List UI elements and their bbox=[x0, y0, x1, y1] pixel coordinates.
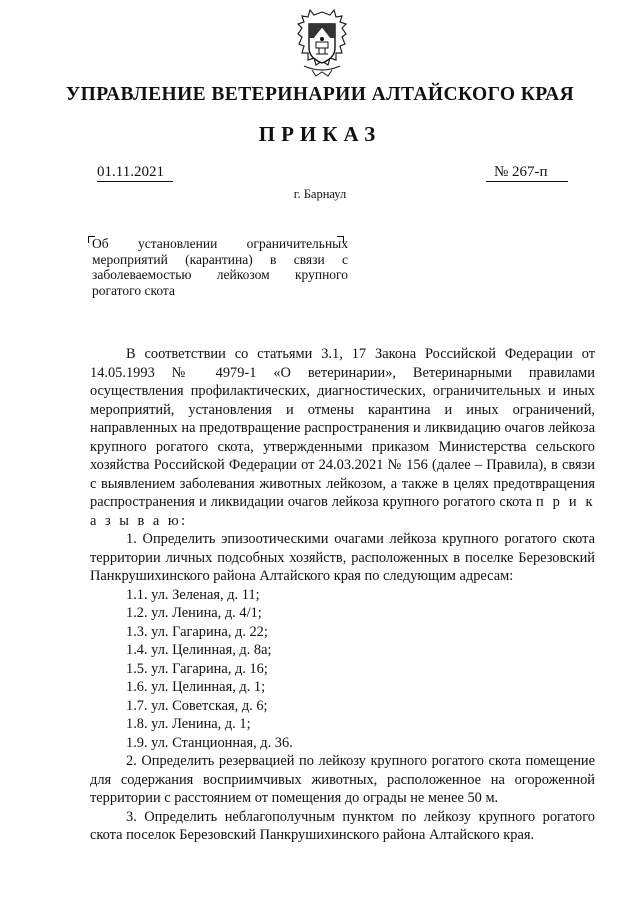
address-item: 1.9. ул. Станционная, д. 36. bbox=[126, 734, 293, 751]
address-item: 1.5. ул. Гагарина, д. 16; bbox=[126, 660, 268, 677]
order-word: п р и к а з ы в а ю: bbox=[90, 494, 595, 529]
document-number: № 267-п bbox=[486, 163, 568, 182]
address-item: 1.8. ул. Ленина, д. 1; bbox=[126, 716, 251, 732]
document-body bbox=[90, 345, 595, 845]
preamble-text: В соответствии со статьями 3.1, 17 Закона Российской Федерации от 14.05.1993 № 4979-1 «О ветеринарии», Ветеринарными правилами осуществления профилактических, диагностических, ограничительных и иных мероприятий, установления и отмены карантина и иных ограничений, направленных на предотвращение распространения и ликвидацию очагов лейкоза крупного рогатого скота, утвержденными приказом Министерства сельского хозяйства Российской Федерации от 24.03.2021 № 156 (далее – Правила), в связи с выявлением заболевания животных лейкозом, а также в целях предотвращения распространения и ликвидации очагов лейкоза крупного рогатого скота bbox=[90, 346, 595, 510]
organization-title: УПРАВЛЕНИЕ ВЕТЕРИНАРИИ АЛТАЙСКОГО КРАЯ bbox=[65, 84, 575, 105]
item-1: 1. Определить эпизоотическими очагами лейкоза крупного рогатого скота территории личных подсобных хозяйств, расположенных в поселке Березовский Панкрушихинского района Алтайского края по следующим адресам: bbox=[90, 531, 595, 584]
item-2: 2. Определить резервацией по лейкозу крупного рогатого скота помещение для содержания восприимчивых животных, расположенное на огороженной территории с расстоянием от помещения до ограды не менее 50 м. bbox=[90, 753, 595, 806]
item-3: 3. Определить неблагополучным пунктом по лейкозу крупного рогатого скота поселок Березовский Панкрушихинского района Алтайского края. bbox=[90, 808, 595, 843]
document-subject: Об установлении ограничительных мероприятий (карантина) в связи с заболеваемостью лейкозом крупного рогатого скота bbox=[92, 236, 348, 298]
document-date: 01.11.2021 bbox=[97, 163, 173, 182]
preamble-paragraph bbox=[90, 345, 595, 530]
coat-of-arms-icon bbox=[292, 8, 352, 80]
address-item: 1.7. ул. Советская, д. 6; bbox=[126, 697, 268, 714]
address-item: 1.4. ул. Целинная, д. 8а; bbox=[126, 642, 272, 658]
address-item: 1.1. ул. Зеленая, д. 11; bbox=[126, 586, 260, 603]
address-item: 1.6. ул. Целинная, д. 1; bbox=[126, 679, 266, 695]
address-item: 1.2. ул. Ленина, д. 4/1; bbox=[126, 605, 262, 621]
document-city: г. Барнаул bbox=[293, 187, 347, 201]
address-item: 1.3. ул. Гагарина, д. 22; bbox=[126, 623, 268, 640]
document-type: ПРИКАЗ bbox=[258, 122, 382, 146]
address-list bbox=[90, 586, 595, 753]
